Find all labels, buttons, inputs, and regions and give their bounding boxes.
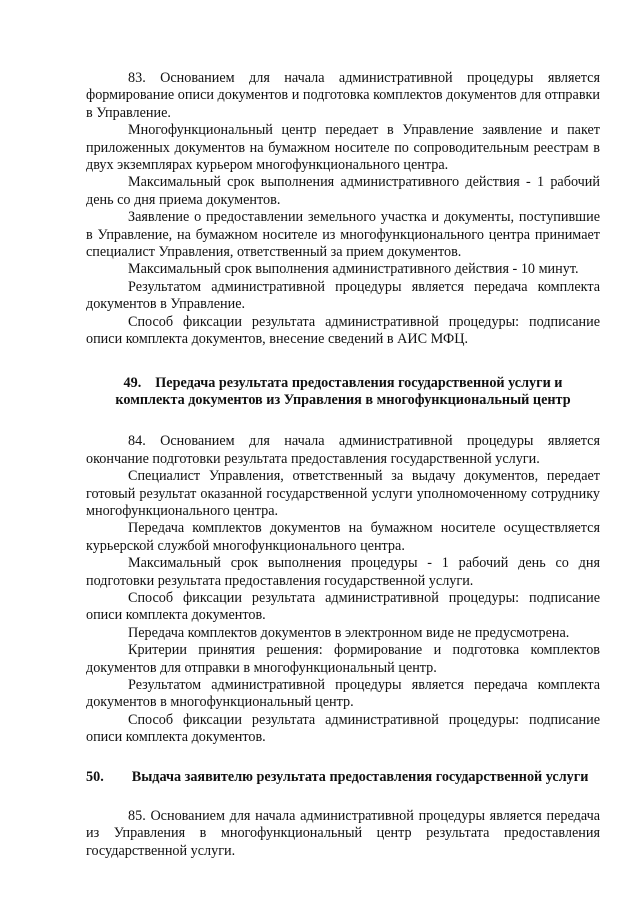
paragraph: Передача комплектов документов на бумажном носителе осуществляется курьерской службой многофункционального центра. [86,520,600,554]
paragraph: Максимальный срок выполнения административного действия - 10 минут. [128,261,579,278]
paragraph: Способ фиксации результата административной процедуры: подписание описи комплекта документов, внесение сведений в АИС МФЦ. [86,313,600,348]
section-49-number: 49. [123,374,142,391]
section-49-body [86,433,600,746]
paragraph: Результатом административной процедуры является передача комплекта документов в многофункциональный центр. [86,677,600,711]
paragraph: Многофункциональный центр передает в Управление заявление и пакет приложенных документов на бумажном носителе по сопроводительным реестрам в двух экземплярах курьером многофункционального центра. [86,122,600,174]
paragraph-83: 83. Основанием для начала административной процедуры является формирование описи документов и подготовка комплектов документов для отправки в Управление. [86,70,600,121]
section-49-heading [86,375,600,410]
paragraph: Критерии принятия решения: формирование и подготовка комплектов документов для отправки в многофункциональный центр. [86,642,600,676]
section-49-title-line2: комплекта документов из Управления в многофункциональный центр [115,391,571,408]
section-50-number: 50. [86,768,104,785]
paragraph-85: 85. Основанием для начала административной процедуры является передача из Управления в многофункциональный центр результата предоставления государственной услуги. [86,808,600,859]
paragraph: Максимальный срок выполнения административного действия - 1 рабочий день со дня приема документов. [86,174,600,208]
paragraph: Передача комплектов документов в электронном виде не предусмотрена. [128,624,570,641]
section-50-heading [86,769,600,786]
paragraph: Максимальный срок выполнения процедуры - 1 рабочий день со дня подготовки результата предоставления государственной услуги. [86,555,600,589]
section-50-title: Выдача заявителю результата предоставления государственной услуги [131,768,589,785]
paragraph-84: 84. Основанием для начала административной процедуры является окончание подготовки результата предоставления государственной услуги. [86,433,600,467]
section-49-title-line1: Передача результата предоставления государственной услуги и [155,374,563,391]
section-50-body [86,808,600,860]
section-48-body [86,70,600,349]
paragraph: Способ фиксации результата административной процедуры: подписание описи комплекта документов. [86,589,600,624]
paragraph: Заявление о предоставлении земельного участка и документы, поступившие в Управление, на бумажном носителе из многофункционального центра принимает специалист Управления, ответственный за прием документов. [86,209,600,261]
paragraph: Результатом административной процедуры является передача комплекта документов в Управление. [86,278,600,313]
paragraph: Способ фиксации результата административной процедуры: подписание описи комплекта документов. [86,711,600,746]
paragraph: Специалист Управления, ответственный за выдачу документов, передает готовый результат оказанной государственной услуги уполномоченному сотруднику многофункционального центра. [86,468,600,519]
